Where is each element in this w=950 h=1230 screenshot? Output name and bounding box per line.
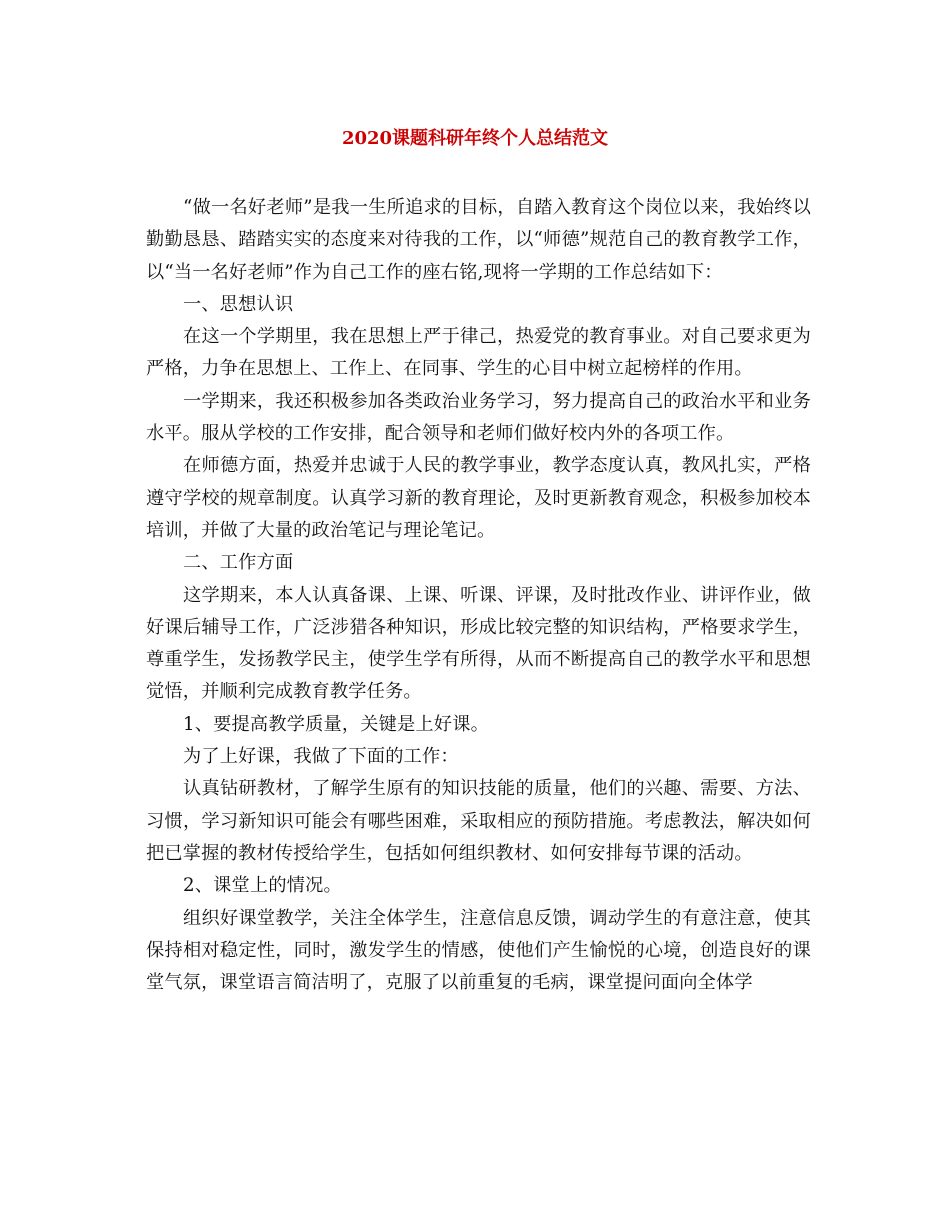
paragraph: 在师德方面，热爱并忠诚于人民的教学事业，教学态度认真，教风扎实，严格遵守学校的规章制度。认真学习新的教育理论，及时更新教育观念，积极参加校本培训，并做了大量的政治笔记与理论笔记。 — [146, 455, 811, 541]
paragraph: 为了上好课，我做了下面的工作： — [183, 746, 459, 768]
subheading-teaching-quality: 1、要提高教学质量，关键是上好课。 — [183, 713, 489, 735]
paragraph: 认真钻研教材，了解学生原有的知识技能的质量，他们的兴趣、需要、方法、习惯，学习新知识可能会有哪些困难，采取相应的预防措施。考虑教法，解决如何把已掌握的教材传授给学生，包括如何组织教材、如何安排每节课的活动。 — [146, 778, 811, 864]
paragraph: 组织好课堂教学，关注全体学生，注意信息反馈，调动学生的有意注意，使其保持相对稳定性，同时，激发学生的情感，使他们产生愉悦的心境，创造良好的课堂气氛，课堂语言简洁明了，克服了以前重复的毛病，课堂提问面向全体学 — [146, 907, 811, 994]
paragraph: 在这一个学期里，我在思想上严于律己，热爱党的教育事业。对自己要求更为严格，力争在思想上、工作上、在同事、学生的心目中树立起榜样的作用。 — [146, 326, 811, 380]
document-body — [146, 192, 811, 999]
paragraph-intro: “做一名好老师”是我一生所追求的目标，自踏入教育这个岗位以来，我始终以勤勤恳恳、踏踏实实的态度来对待我的工作，以“师德”规范自己的教育教学工作，以“当一名好老师”作为自己工作的座右铭,现将一学期的工作总结如下： — [146, 197, 811, 283]
subheading-classroom: 2、课堂上的情况。 — [183, 875, 342, 897]
section-heading-thought: 一、思想认识 — [183, 293, 294, 315]
section-heading-work: 二、工作方面 — [183, 552, 294, 574]
paragraph: 这学期来，本人认真备课、上课、听课、评课，及时批改作业、讲评作业，做好课后辅导工作，广泛涉猎各种知识，形成比较完整的知识结构，严格要求学生，尊重学生，发扬教学民主，使学生学有所得，从而不断提高自己的教学水平和思想觉悟，并顺利完成教育教学任务。 — [146, 584, 811, 703]
document-title: 2020课题科研年终个人总结范文 — [341, 128, 609, 149]
paragraph: 一学期来，我还积极参加各类政治业务学习，努力提高自己的政治水平和业务水平。服从学校的工作安排，配合领导和老师们做好校内外的各项工作。 — [146, 390, 811, 445]
